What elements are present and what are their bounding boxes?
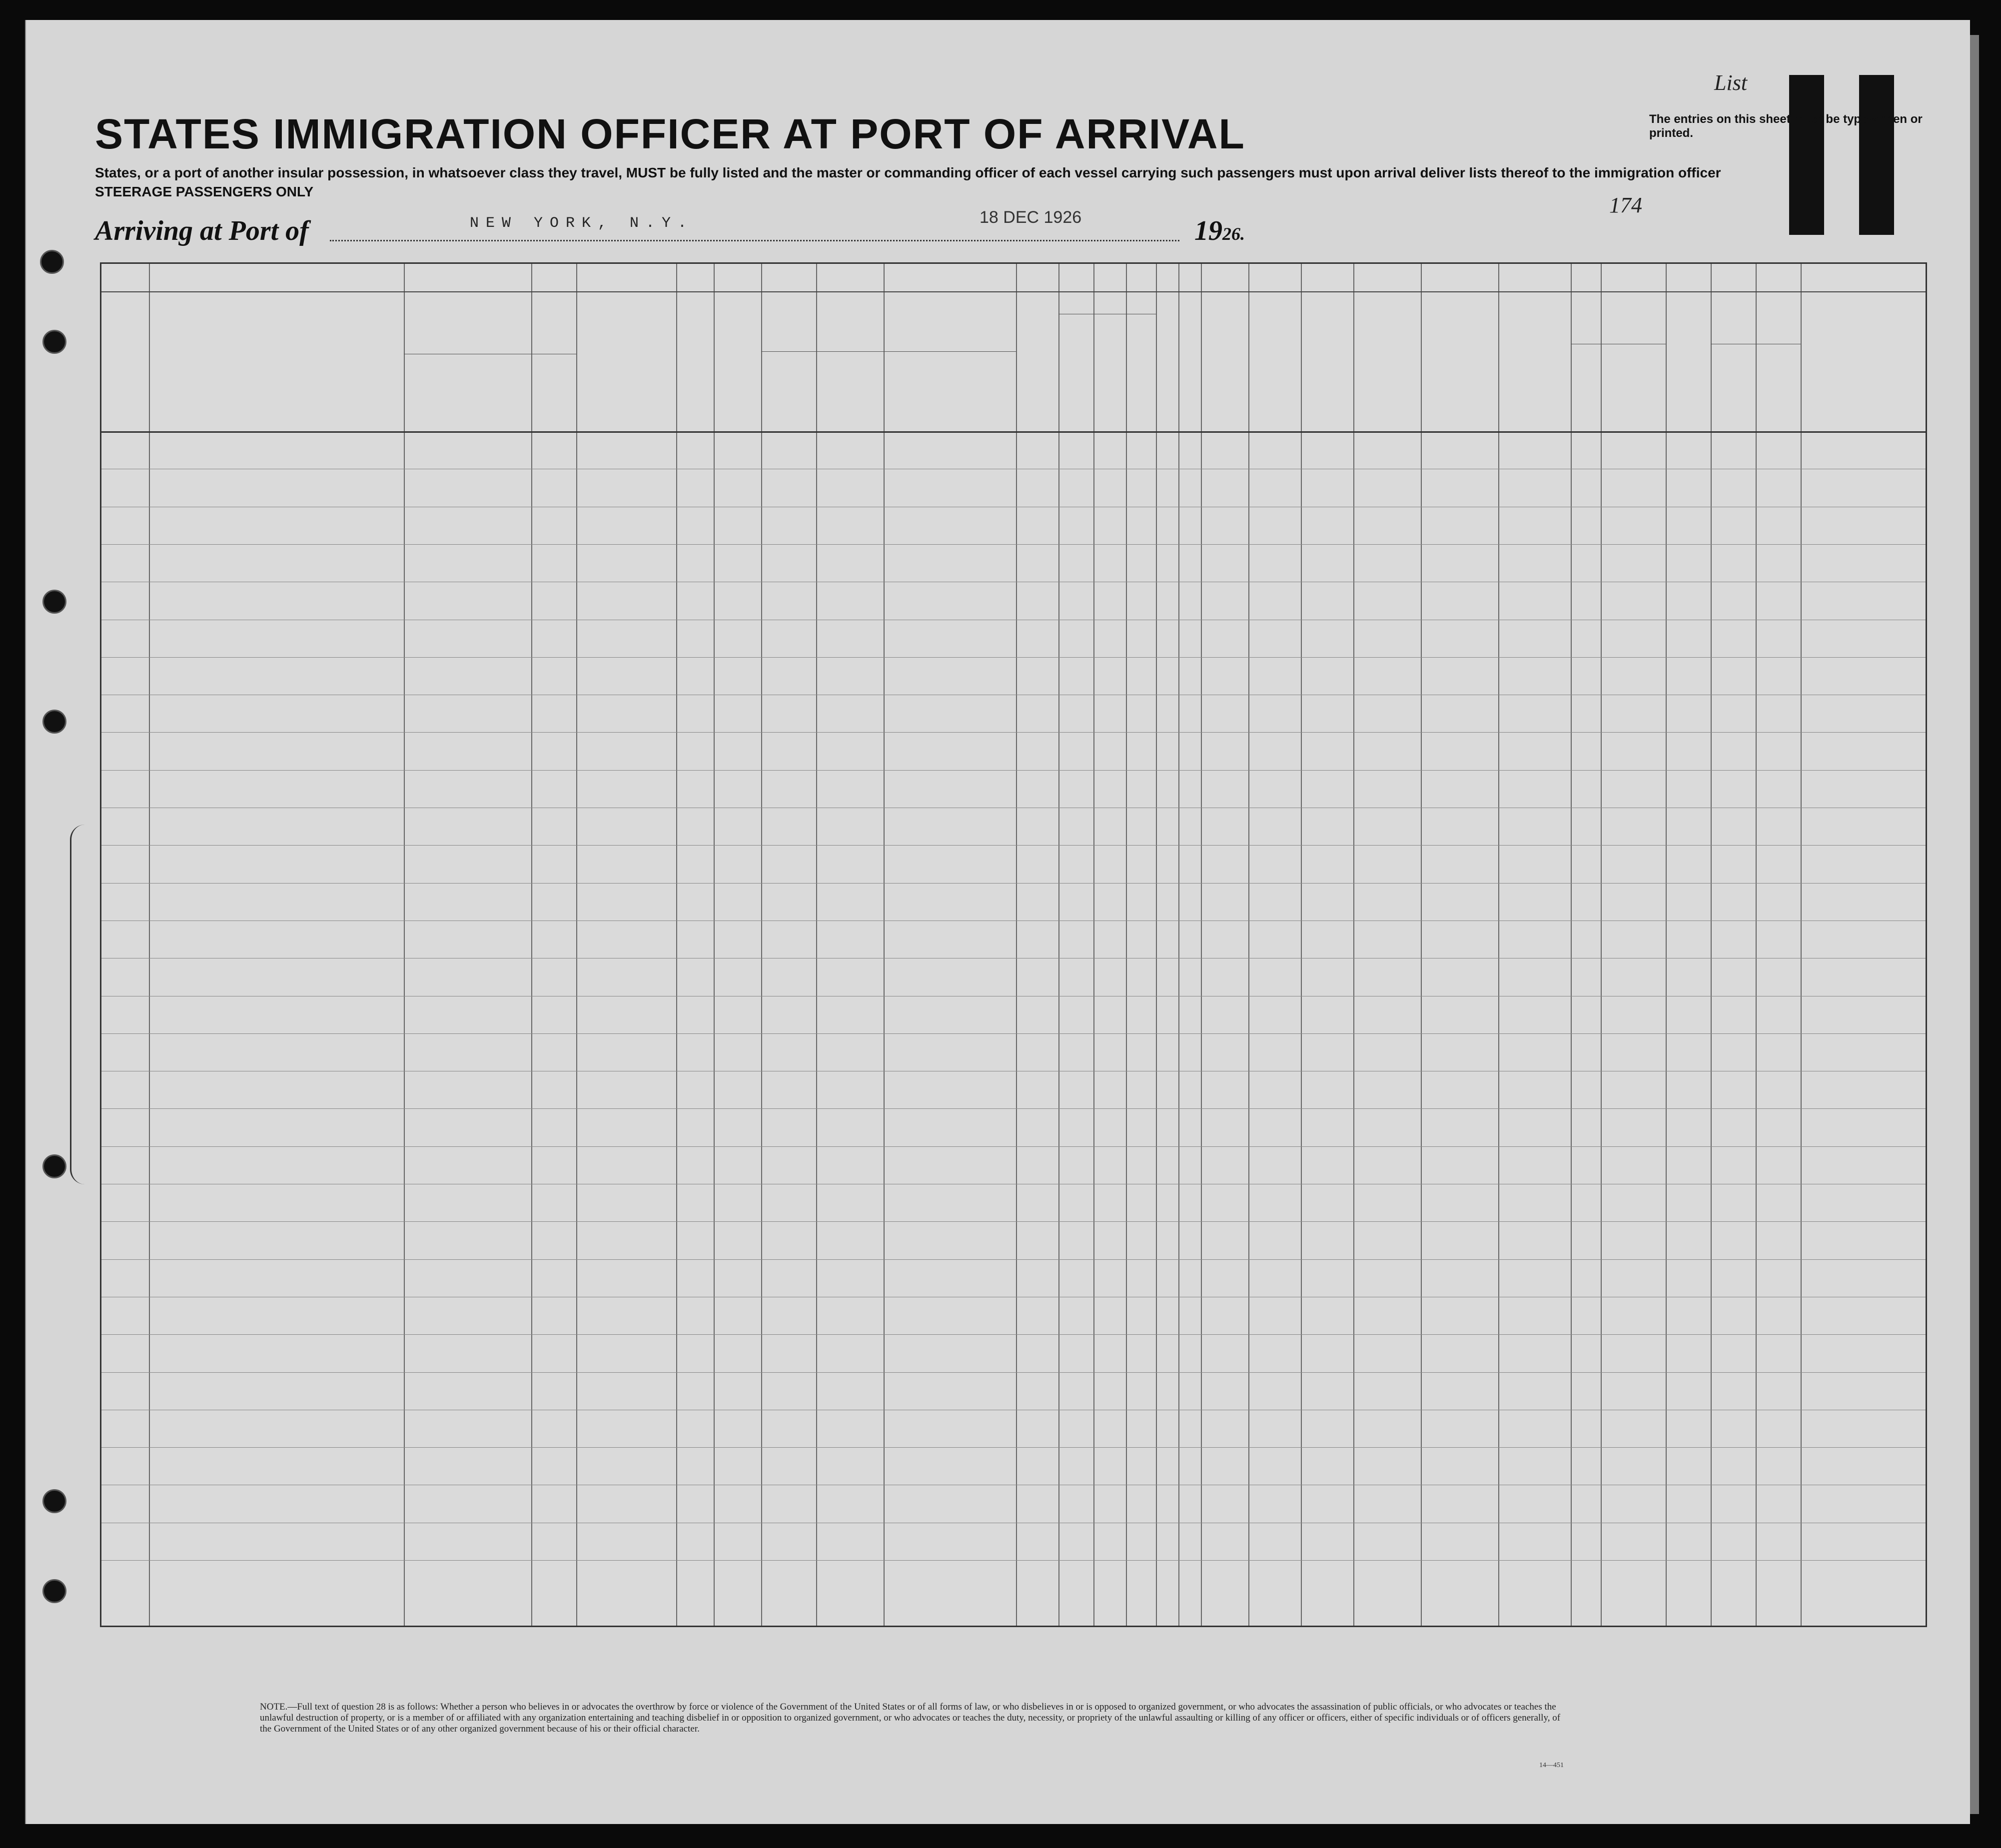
row-rule bbox=[101, 544, 1926, 545]
column-rule bbox=[1666, 264, 1667, 1626]
column-rule bbox=[1421, 264, 1422, 1626]
column-rule bbox=[1301, 264, 1302, 1626]
row-rule bbox=[101, 1259, 1926, 1260]
column-rule bbox=[1353, 264, 1354, 1626]
row-rule bbox=[101, 1372, 1926, 1373]
column-rule bbox=[531, 264, 532, 1626]
column-rule bbox=[1178, 264, 1179, 1626]
sheet-number: 174 bbox=[1609, 193, 1642, 217]
column-rule bbox=[576, 264, 577, 1626]
column-rule bbox=[404, 264, 405, 1626]
arriving-dotted-line bbox=[330, 240, 1179, 241]
footnote-q28: NOTE.—Full text of question 28 is as follows: Whether a person who believes in or advocates the overthrow by force or violence of the Government of the United States or of all forms of law, or who disbelieves in or is opposed to organized government, or who advocates the assassination of public officials, or who advocates or teaches the unlawful destruction of property, or is a member of or affiliated with any organization entertaining and teaching disbelief in or opposition to organized government, or who advocates or teaches the duty, necessity, or propriety of the unlawful assaulting or killing of any officer or officers, either of specific individuals or of officers generally, of the Government of the United States or of any other organized government because of his or their official character. bbox=[260, 1702, 1561, 1734]
column-rule bbox=[1058, 264, 1059, 1626]
binder-hole bbox=[40, 250, 64, 274]
column-rule bbox=[1126, 264, 1127, 1626]
row-rule bbox=[101, 1334, 1926, 1335]
arrival-year: 1926. bbox=[1194, 215, 1245, 246]
row-rule bbox=[101, 770, 1926, 771]
row-rule bbox=[101, 732, 1926, 733]
binder-hole bbox=[42, 1489, 66, 1513]
page-title: STATES IMMIGRATION OFFICER AT PORT OF ARRIVAL bbox=[95, 110, 1245, 157]
binder-hole bbox=[42, 1579, 66, 1603]
row-rule bbox=[101, 1560, 1926, 1561]
row-rule bbox=[101, 845, 1926, 846]
row-rule bbox=[101, 657, 1926, 658]
header-rule bbox=[761, 351, 1016, 352]
column-rule bbox=[816, 264, 817, 1626]
column-rule bbox=[1156, 264, 1157, 1626]
column-rule bbox=[1201, 264, 1202, 1626]
arriving-port: NEW YORK, N.Y. bbox=[470, 215, 694, 232]
column-rule bbox=[1016, 264, 1017, 1626]
steerage-label: STEERAGE PASSENGERS ONLY bbox=[95, 184, 314, 199]
header-rule bbox=[101, 431, 1926, 433]
column-rule bbox=[676, 264, 677, 1626]
row-rule bbox=[101, 1033, 1926, 1034]
list-number-mark bbox=[1779, 75, 1899, 235]
row-rule bbox=[101, 1447, 1926, 1448]
binder-hole bbox=[42, 590, 66, 614]
column-rule bbox=[1801, 264, 1802, 1626]
row-rule bbox=[101, 1146, 1926, 1147]
column-rule bbox=[1571, 264, 1572, 1626]
family-group-brace bbox=[70, 825, 86, 1184]
header-rule bbox=[101, 291, 1926, 292]
binder-hole bbox=[42, 1154, 66, 1178]
entries-note: The entries on this sheet must be typewritten or printed. bbox=[1649, 112, 1923, 140]
binder-hole bbox=[42, 330, 66, 354]
manifest-table bbox=[100, 262, 1927, 1627]
column-rule bbox=[884, 264, 885, 1626]
column-rule bbox=[1711, 264, 1712, 1626]
page-subtitle: States, or a port of another insular possession, in whatsoever class they travel, MUST be fully listed and the master or commanding officer of each vessel carrying such passengers must upon arrival deliver lists thereof to the immigration officer bbox=[95, 165, 1721, 180]
column-rule bbox=[1498, 264, 1499, 1626]
row-rule bbox=[101, 1221, 1926, 1222]
binder-hole bbox=[42, 710, 66, 734]
column-rule bbox=[761, 264, 762, 1626]
column-rule bbox=[149, 264, 150, 1626]
column-rule bbox=[1093, 264, 1094, 1626]
column-rule bbox=[1601, 264, 1602, 1626]
row-rule bbox=[101, 1108, 1926, 1109]
form-number: 14—451 bbox=[1539, 1762, 1564, 1769]
column-rule bbox=[1248, 264, 1249, 1626]
column-rule bbox=[1756, 264, 1757, 1626]
column-rule bbox=[714, 264, 715, 1626]
date-stamp: 18 DEC 1926 bbox=[980, 208, 1082, 227]
arriving-label: Arriving at Port of bbox=[95, 215, 309, 246]
list-label: List bbox=[1714, 70, 1748, 95]
row-rule bbox=[101, 883, 1926, 884]
